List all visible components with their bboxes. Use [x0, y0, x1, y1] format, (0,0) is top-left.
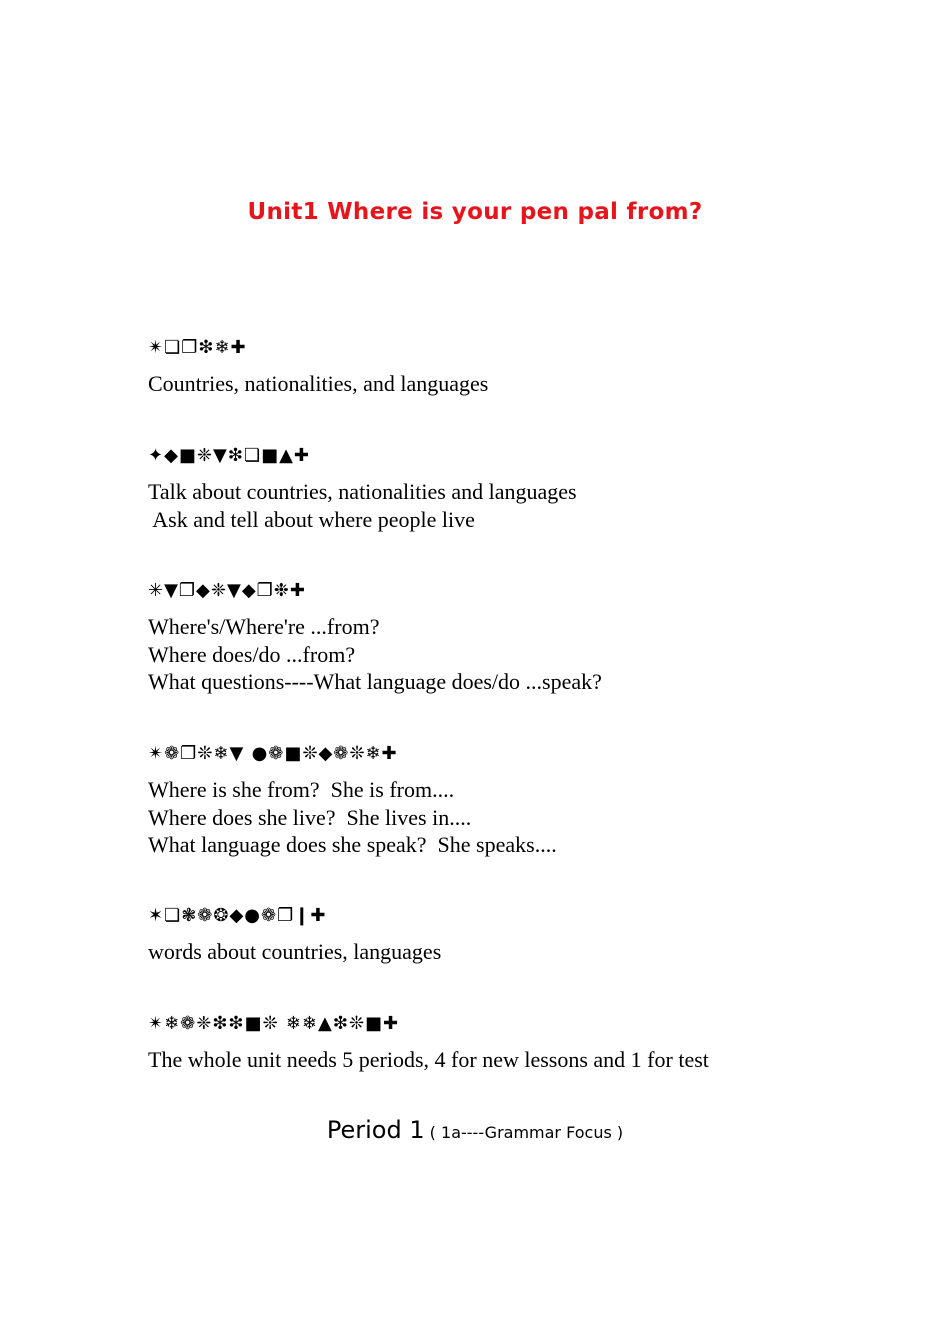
unit-title: Unit1 Where is your pen pal from?	[247, 199, 703, 225]
section-body	[148, 613, 868, 696]
section-heading: ✴❏❐❇❄✚	[148, 337, 247, 358]
body-line: Where is she from? She is from....	[148, 777, 455, 802]
section-body	[148, 370, 868, 398]
section-heading: ✦◆■❈▼❇❏■▲✚	[148, 445, 311, 466]
section-body	[148, 478, 868, 533]
body-line: The whole unit needs 5 periods, 4 for new lessons and 1 for test	[148, 1047, 709, 1072]
period-label	[0, 1114, 950, 1149]
period-sub: ( 1a----Grammar Focus )	[424, 1123, 624, 1142]
body-line: Where's/Where're ...from?	[148, 614, 380, 639]
section-heading: ✳▼❐◆❈▼◆❐❉✚	[148, 580, 306, 601]
body-line: What language does she speak? She speaks....	[148, 832, 557, 857]
body-line: Where does she live? She lives in....	[148, 804, 472, 830]
section-structures	[148, 579, 868, 696]
section-teaching-content	[148, 336, 868, 398]
section-body	[148, 1046, 868, 1074]
section-teaching-aims	[148, 444, 868, 533]
body-line: What questions----What language does/do ...speak?	[148, 669, 602, 694]
section-periods	[148, 1012, 868, 1074]
section-heading: ✴❄❁❈❇❇■❊ ❄❄▲❇❊■✚	[148, 1013, 400, 1034]
section-body	[148, 776, 868, 859]
body-line: Countries, nationalities, and languages	[148, 371, 489, 396]
period-main: Period 1	[326, 1116, 425, 1144]
section-heading: ✴❁❐❊❄▼ ●❁■❊◆❁❊❄✚	[148, 743, 398, 764]
section-target-language	[148, 742, 868, 859]
section-body	[148, 938, 868, 966]
section-heading: ✶❏❃❁❂◆●❁❐❙✚	[148, 905, 327, 926]
body-line: Talk about countries, nationalities and languages	[148, 479, 577, 504]
body-line: Ask and tell about where people live	[148, 506, 475, 532]
body-line: words about countries, languages	[148, 939, 442, 964]
section-vocabulary	[148, 904, 868, 966]
body-line: Where does/do ...from?	[148, 641, 356, 667]
